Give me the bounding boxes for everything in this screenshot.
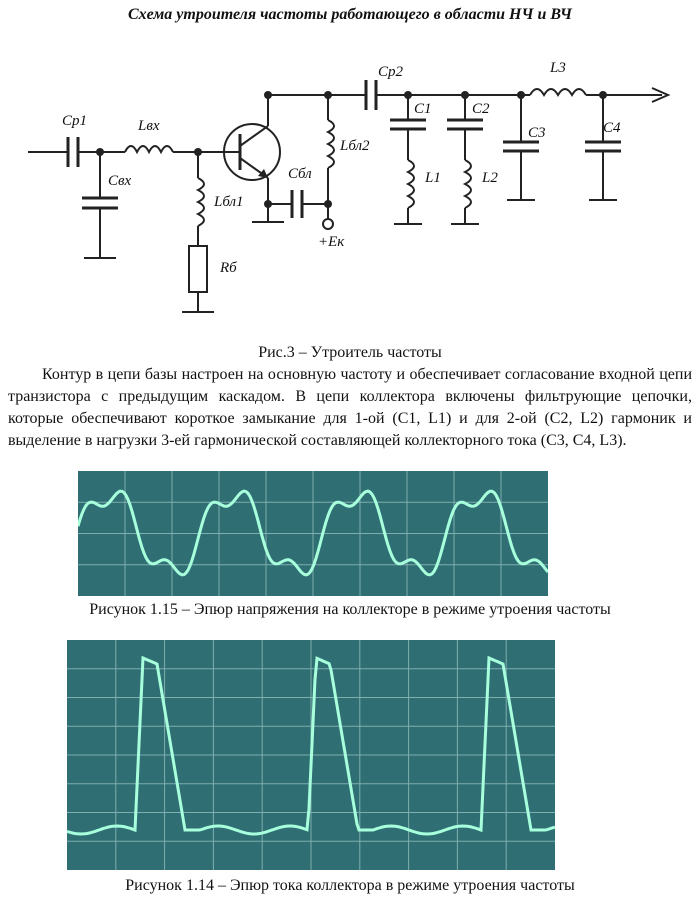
label-c1: C1: [414, 101, 432, 117]
label-lbl2: Lбл2: [340, 138, 370, 154]
oscillogram-voltage-plot: [78, 471, 548, 596]
label-ek: +Eк: [318, 234, 345, 250]
oscillogram-current-plot: [67, 640, 555, 870]
figure114-caption: Рисунок 1.14 – Эпюр тока коллектора в режиме утроения частоты: [125, 877, 575, 894]
label-rb: Rб: [220, 260, 237, 276]
label-c3: C3: [528, 125, 546, 141]
label-cvx: Cвх: [108, 173, 132, 189]
body-paragraph: [8, 364, 692, 452]
paragraph-text: Контур в цепи базы настроен на основную частоту и обеспечивает согласование входной цепи транзистора с предыдущим каскадом. В цепи коллектора включены фильтрующие цепочки, которые обеспечивают короткое замыкание для 1-ой (C1, L1) и для 2-ой (C2, L2) гармоник и выделение в нагрузки 3-ей гармонической составляющей коллекторного тока (C3, C4, L3).: [8, 366, 692, 449]
label-lbl1: Lбл1: [214, 194, 244, 210]
figure115-caption: Рисунок 1.15 – Эпюр напряжения на коллекторе в режиме утроения частоты: [89, 601, 611, 618]
figure3-caption: Рис.3 – Утроитель частоты: [258, 344, 442, 361]
label-c2: C2: [472, 101, 490, 117]
label-l2: L2: [482, 170, 498, 186]
label-l3: L3: [550, 60, 566, 76]
oscillogram-voltage: [78, 471, 548, 596]
label-cp2: Cp2: [378, 64, 404, 80]
oscillogram-current: [67, 640, 555, 870]
label-lvx: Lвх: [138, 118, 160, 134]
label-c4: C4: [603, 120, 621, 136]
circuit-diagram: [0, 32, 700, 332]
page-title: Схема утроителя частоты работающего в области НЧ и ВЧ: [127, 6, 573, 23]
label-cbl: Cбл: [288, 166, 312, 182]
label-l1: L1: [425, 170, 441, 186]
label-cp1: Cp1: [62, 113, 88, 129]
